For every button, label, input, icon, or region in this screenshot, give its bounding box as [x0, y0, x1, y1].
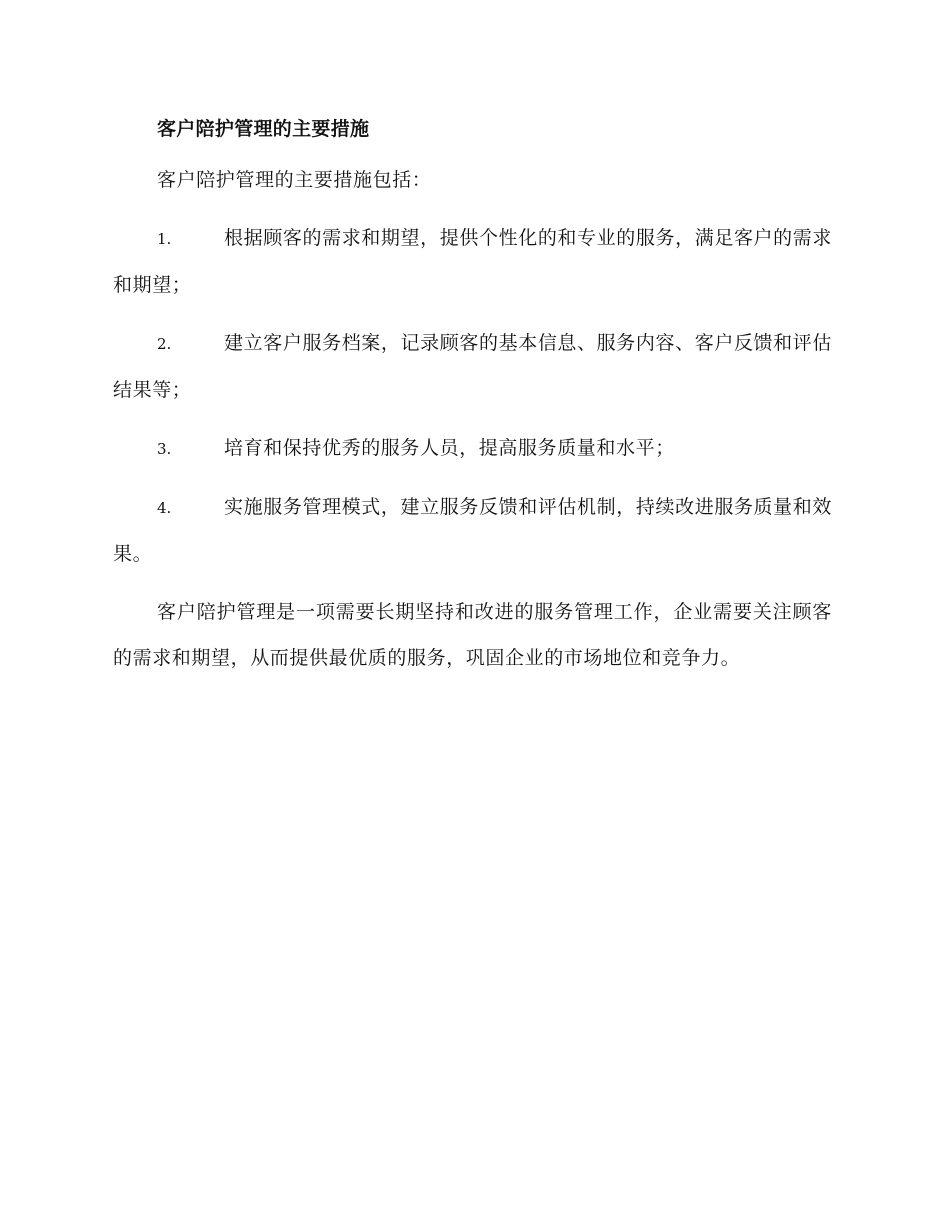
list-item	[113, 320, 832, 413]
intro-paragraph: 客户陪护管理的主要措施包括：	[157, 169, 432, 191]
list-item-number: 3.	[157, 440, 172, 458]
list-item-text: 根据顾客的需求和期望，提供个性化的和专业的服务，满足客户的需求和期望；	[113, 227, 832, 296]
conclusion-paragraph: 客户陪护管理是一项需要长期坚持和改进的服务管理工作，企业需要关注顾客的需求和期望，从而提供最优质的服务，巩固企业的市场地位和竞争力。	[113, 601, 832, 669]
list-item	[113, 484, 832, 577]
list-item-number: 2.	[157, 335, 172, 353]
list-item-text: 建立客户服务档案，记录顾客的基本信息、服务内容、客户反馈和评估结果等；	[113, 332, 832, 401]
list-item-number: 4.	[157, 499, 172, 517]
list-item-text: 培育和保持优秀的服务人员，提高服务质量和水平；	[224, 437, 675, 459]
document-body	[113, 110, 832, 693]
list-item-number: 1.	[157, 230, 172, 248]
list-item	[113, 215, 832, 308]
section-heading: 客户陪护管理的主要措施	[157, 118, 370, 140]
list-item	[113, 425, 832, 472]
list-item-text: 实施服务管理模式，建立服务反馈和评估机制，持续改进服务质量和效果。	[113, 496, 832, 565]
